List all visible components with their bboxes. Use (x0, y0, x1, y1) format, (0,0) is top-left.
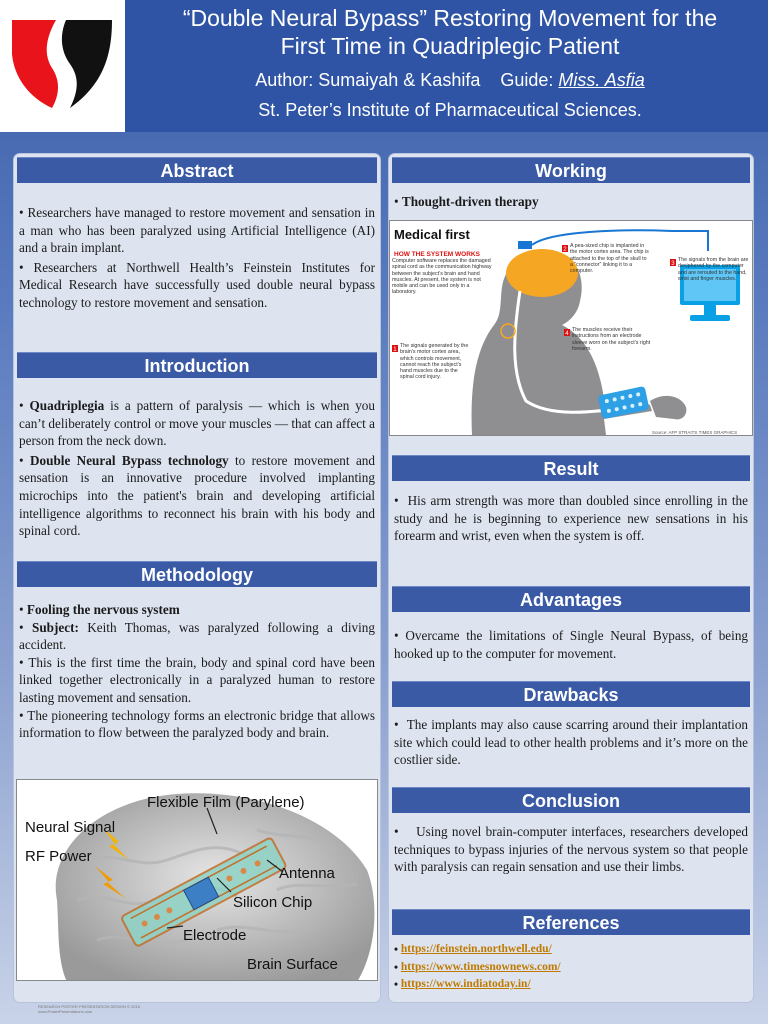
abstract-point: • Researchers at Northwell Health’s Feinstein Institutes for Medical Research have successfully used double neural bypass technology to restore movement and sensation. (19, 259, 375, 310)
result-text: • His arm strength was more than doubled since enrolling in the study and he is beginning to experience new sensations in his forearm and wrist, even when the system is off. (394, 493, 748, 544)
title-line-2: First Time in Quadriplegic Patient (280, 33, 620, 59)
reference-item: • https://feinstein.northwell.edu/ (394, 942, 748, 960)
advantages-body (394, 627, 748, 664)
abstract-point: • Researchers have managed to restore movement and sensation in a man who has been paralyzed using Artificial Intelligence (AI) and a brain implant. (19, 205, 375, 256)
introduction-body (19, 397, 375, 542)
shield-logo-icon (8, 14, 118, 114)
footer-line-2: www.PosterPresentations.com (38, 1009, 93, 1014)
working-point: • Thought-driven therapy (394, 194, 539, 209)
guide-name: Miss. Asfia (558, 70, 645, 90)
infographic-step-4: The muscles receive their instructions from an electrode sleeve worn on the subject’s right forearm. (572, 327, 651, 352)
label-neural-signal: Neural Signal (25, 819, 116, 836)
poster-title (135, 4, 765, 60)
methodology-point: • The pioneering technology forms an electronic bridge that allows information to flow between the paralyzed body and brain. (19, 707, 375, 741)
working-heading: Working (392, 157, 750, 183)
label-flexible-film: Flexible Film (Parylene) (147, 794, 305, 811)
infographic-intro: Computer software replaces the damaged spinal cord as the communication highway between the subject’s brain and hand muscles. At present, the system is not mobile and can be used only in a laboratory. (392, 258, 492, 296)
working-infographic (389, 220, 753, 436)
left-column (14, 154, 380, 1002)
label-electrode: Electrode (183, 927, 247, 944)
methodology-body (19, 601, 375, 742)
svg-text:4: 4 (565, 331, 569, 337)
footer-line-1: RESEARCH POSTER PRESENTATION DESIGN © 2015 (38, 1004, 140, 1009)
methodology-heading: Methodology (17, 561, 377, 587)
result-heading: Result (392, 455, 750, 481)
reference-item: • https://www.indiatoday.in/ (394, 977, 748, 995)
label-antenna: Antenna (279, 865, 335, 882)
implant-figure (16, 779, 378, 981)
infographic-title: Medical first (394, 227, 470, 242)
reference-link-timesnownews[interactable]: https://www.timesnownews.com/ (400, 960, 561, 973)
abstract-heading: Abstract (17, 157, 377, 183)
infographic-step-1: The signals generated by the brain’s motor cortex area, which controls movement, cannot reach the subject’s hand muscles due to the spinal cord injury. (400, 343, 469, 381)
guide-label: Guide: (500, 70, 554, 90)
svg-text:3: 3 (671, 261, 675, 267)
abstract-body (19, 204, 375, 314)
label-silicon-chip: Silicon Chip (233, 894, 313, 911)
infographic-source: Source: AFP STRAITS TIMES GRAPHICS (652, 430, 738, 435)
methodology-point: • Fooling the nervous system (19, 602, 180, 617)
references-heading: References (392, 909, 750, 935)
label-rf-power: RF Power (25, 848, 92, 865)
institute-name: St. Peter’s Institute of Pharmaceutical Sciences. (258, 100, 642, 120)
infographic-step-2: A pea-sized chip is implanted in the motor cortex area. The chip is attached to the top of the skull to a “connector” linking it to a computer. (570, 243, 649, 275)
poster-header (0, 0, 768, 132)
medical-first-infographic (390, 221, 753, 436)
introduction-point: • Double Neural Bypass technology to restore movement and sensation is an innovative procedure involved implanting microchips into the patient's brain and developing artificial intelligence algorithms to reconnect his brain with his body and spinal cord. (19, 452, 375, 539)
drawbacks-text: • The implants may also cause scarring around their implantation site which could lead to other health problems and it’s more on the costlier side. (394, 717, 749, 768)
drawbacks-heading: Drawbacks (392, 681, 750, 707)
drawbacks-body (394, 716, 748, 771)
introduction-heading: Introduction (17, 352, 377, 378)
svg-text:1: 1 (393, 347, 397, 353)
authors-line (135, 69, 765, 91)
conclusion-heading: Conclusion (392, 787, 750, 813)
references-list (394, 942, 748, 995)
working-body (394, 193, 748, 213)
infographic-subtitle: HOW THE SYSTEM WORKS (394, 251, 480, 258)
reference-link-indiatoday[interactable]: https://www.indiatoday.in/ (400, 978, 531, 991)
reference-item: • https://www.timesnownews.com/ (394, 960, 748, 978)
infographic-step-3: The signals from the brain are deciphered by the computer and are rerouted to the hand, wrist and finger muscles. (678, 257, 749, 282)
title-line-1: “Double Neural Bypass” Restoring Movement for the (182, 5, 718, 31)
advantages-text: • Overcame the limitations of Single Neural Bypass, of being hooked up to the computer for movement. (394, 628, 749, 661)
introduction-point: • Quadriplegia is a pattern of paralysis — which is when you can’t deliberately control or move your muscles — that can affect a person from the neck down. (19, 398, 375, 449)
label-brain-surface: Brain Surface (247, 956, 338, 973)
reference-link-feinstein[interactable]: https://feinstein.northwell.edu/ (400, 943, 552, 955)
author-names: Author: Sumaiyah & Kashifa (255, 70, 481, 90)
right-column (389, 154, 753, 1002)
brain-implant-illustration (17, 780, 378, 981)
institute-logo (0, 0, 125, 132)
methodology-point: • Subject: Keith Thomas, was paralyzed following a diving accident. (19, 619, 375, 653)
methodology-point: • This is the first time the brain, body and spinal cord have been linked together electronically in a paralyzed human to restore lasting movement and sensation. (19, 654, 375, 705)
conclusion-text: • Using novel brain-computer interfaces, researchers developed techniques to bypass injuries of the nervous system so that people with paralysis can regain sensation and use their limbs. (394, 824, 748, 875)
advantages-heading: Advantages (392, 586, 750, 612)
conclusion-body (394, 823, 748, 878)
poster-footer (38, 1004, 140, 1014)
result-body (394, 492, 748, 547)
svg-text:2: 2 (563, 247, 567, 253)
